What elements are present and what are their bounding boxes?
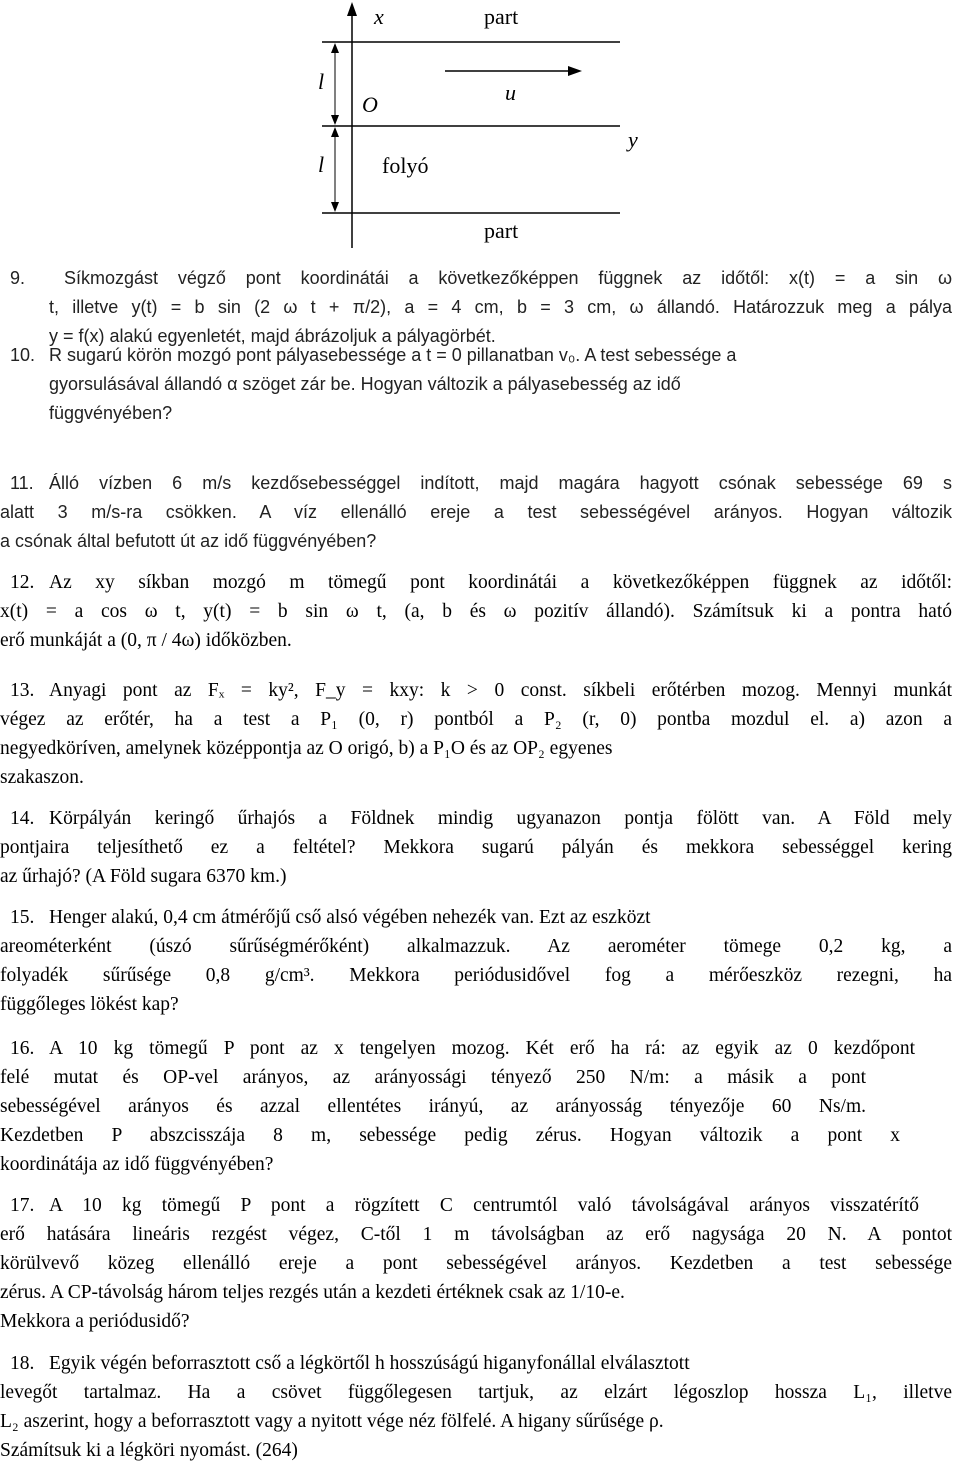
problem-number: 16. — [10, 1038, 35, 1059]
label-part-bottom: part — [484, 218, 519, 243]
problem-line: koordinátája az idő függvényében? — [0, 1154, 274, 1175]
label-u: u — [505, 80, 516, 105]
label-folyo: folyó — [382, 153, 429, 178]
problem-line: Henger alakú, 0,4 cm átmérőjű cső alsó végében nehezék van. Ezt az eszközt — [49, 907, 651, 928]
problem-line: Kezdetben P abszcisszája 8 m, sebessége pedig zérus. Hogyan változik a pont x — [0, 1125, 900, 1146]
problem-line: L₂ aszerint, hogy a beforrasztott vagy a nyitott vége néz fölfelé. A higany sűrűsége ρ. — [0, 1411, 664, 1432]
problem-line: függvényében? — [49, 403, 173, 423]
problem-line: a csónak által befutott út az idő függvényében? — [0, 531, 377, 551]
problem-line: gyorsulásával állandó α szöget zár be. Hogyan változik a pályasebesség az idő — [49, 374, 681, 394]
problem-number: 12. — [10, 572, 35, 593]
label-part-top: part — [484, 4, 519, 29]
problem-line: felé mutat és OP-vel arányos, az arányossági tényező 250 N/m: a másik a pont — [0, 1067, 866, 1088]
problem-number: 15. — [10, 907, 35, 928]
problem-line: Egyik végén beforrasztott cső a légkörtől h hosszúságú higanyfonállal elválasztott — [49, 1353, 690, 1374]
problem-line: A 10 kg tömegű P pont a rögzített C centrumtól való távolságával arányos visszatérítő — [49, 1195, 919, 1216]
problem-line: Anyagi pont az Fₓ = ky², F_y = kxy: k > 0 const. síkbeli erőtérben mozog. Mennyi munkát — [49, 680, 952, 701]
problem-line: Körpályán keringő űrhajós a Földnek mindig ugyanazon pontja fölött van. A Föld mely — [49, 808, 952, 829]
u-velocity-arrowhead — [568, 66, 582, 76]
problem-number: 9. — [10, 268, 26, 288]
problem-line: pontjaira teljesíthető ez a feltétel? Mekkora sugarú pályán és mekkora sebességgel kering — [0, 837, 952, 858]
l-top-arrow-up — [331, 43, 339, 53]
label-x: x — [374, 4, 384, 29]
problem-number: 17. — [10, 1195, 35, 1216]
problem-line: szakaszon. — [0, 767, 84, 788]
problem-line: erő munkáját a (0, π / 4ω) időközben. — [0, 630, 292, 651]
label-l-bottom: l — [318, 152, 325, 177]
label-y: y — [628, 127, 638, 152]
l-bottom-arrow-down — [331, 202, 339, 212]
problem-text — [49, 341, 899, 428]
problem-line: alatt 3 m/s-ra csökken. A víz ellenálló ereje a test sebességével arányos. Hogyan változik — [0, 502, 952, 522]
problem-line: Álló vízben 6 m/s kezdősebességgel indított, majd magára hagyott csónak sebessége 69 s — [49, 473, 952, 493]
problem-line: R sugarú körön mozgó pont pályasebessége a t = 0 pillanatban v₀. A test sebessége a — [49, 345, 737, 365]
problem-line: x(t) = a cos ω t, y(t) = b sin ω t, (a, b és ω pozitív állandó). Számítsuk ki a pontra ható — [0, 601, 952, 622]
problem-line: zérus. A CP-távolság három teljes rezgés után a kezdeti értéknek csak az 1/10-e. — [0, 1282, 625, 1303]
problem-number: 14. — [10, 808, 35, 829]
river-diagram — [0, 0, 960, 260]
problem-line: t, illetve y(t) = b sin (2 ω t + π/2), a = 4 cm, b = 3 cm, ω állandó. Határozzuk meg a pálya — [49, 297, 952, 317]
problem-number: 13. — [10, 680, 35, 701]
problem-number: 10. — [10, 345, 36, 365]
problem-line: az űrhajó? (A Föld sugara 6370 km.) — [0, 866, 287, 887]
problem-line: areométerként (úszó sűrűségmérőként) alkalmazzuk. Az aerométer tömege 0,2 kg, a — [0, 936, 952, 957]
problem-line: folyadék sűrűsége 0,8 g/cm³. Mekkora periódusidővel fog a mérőeszköz rezegni, ha — [0, 965, 952, 986]
problem-line: negyedköríven, amelynek középpontja az O origó, b) a P₁O és az OP₂ egyenes — [0, 738, 613, 759]
label-l-top: l — [318, 69, 325, 94]
problem-line: Az xy síkban mozgó m tömegű pont koordinátái a következőképpen függnek az időtől: — [49, 572, 952, 593]
problem-line: függőleges lökést kap? — [0, 994, 179, 1015]
problem-line: Mekkora a periódusidő? — [0, 1311, 190, 1332]
problem-line: körülvevő közeg ellenálló ereje a pont sebességével arányos. Kezdetben a test sebessége — [0, 1253, 952, 1274]
problem-text — [49, 264, 952, 351]
problem-line: levegőt tartalmaz. Ha a csövet függőlegesen tartjuk, az elzárt légoszlop hossza L₁, illetve — [0, 1382, 952, 1403]
problem-line: y = f(x) alakú egyenletét, majd ábrázoljuk a pályagörbét. — [49, 326, 496, 346]
problem-line: Síkmozgást végző pont koordinátái a következőképpen függnek az időtől: x(t) = a sin ω — [64, 268, 952, 288]
l-bottom-arrow-up — [331, 127, 339, 137]
problem-line: Számítsuk ki a légköri nyomást. (264) — [0, 1440, 298, 1461]
problem-line: végez az erőtér, ha a test a P₁ (0, r) pontból a P₂ (r, 0) pontba mozdul el. a) azon a — [0, 709, 952, 730]
problem-line: A 10 kg tömegű P pont az x tengelyen mozog. Két erő ha rá: az egyik az 0 kezdőpont — [49, 1038, 915, 1059]
problem-line: sebességével arányos és azzal ellentétes irányú, az arányosság tényezője 60 Ns/m. — [0, 1096, 866, 1117]
problem-line: erő hatására lineáris rezgést végez, C-től 1 m távolságban az erő nagysága 20 N. A pontot — [0, 1224, 952, 1245]
label-origin: O — [362, 92, 378, 117]
l-top-arrow-down — [331, 115, 339, 125]
x-axis-arrowhead — [347, 2, 357, 16]
problem-number: 11. — [10, 473, 34, 493]
problem-number: 18. — [10, 1353, 35, 1374]
